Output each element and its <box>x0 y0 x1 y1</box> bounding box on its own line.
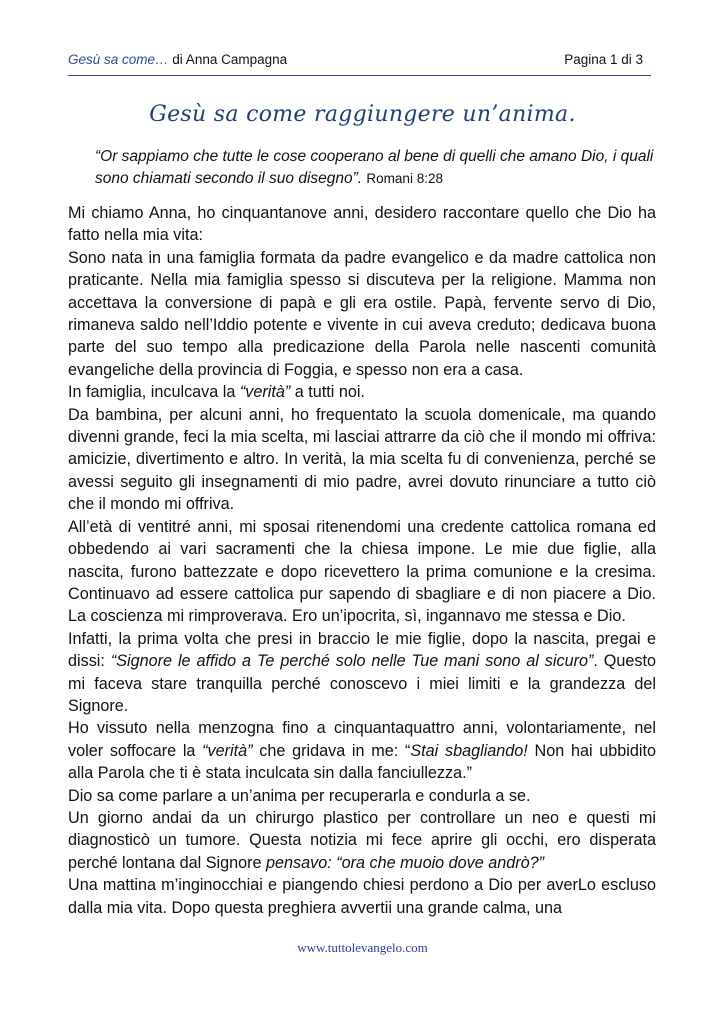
header-title-italic: Gesù sa come… <box>68 52 169 67</box>
footer-url[interactable]: www.tuttolevangelo.com <box>297 940 428 955</box>
italic-run: Stai sbagliando! <box>410 741 528 760</box>
paragraph <box>68 381 656 403</box>
header-divider <box>68 75 651 76</box>
text-run: In famiglia, inculcava la <box>68 383 240 402</box>
body-text <box>68 202 656 919</box>
paragraph <box>68 628 656 718</box>
text-run: All’età di ventitré anni, mi sposai ritenendomi una credente cattolica romana ed obbedendo ai vari sacramenti che la chiesa impone. Le mie due figlie, alla nascita, furono battezzate e dopo ricevettero la prima comunione e la cresima. Continuavo ad essere cattolica pur sapendo di sbagliare e di non piacere a Dio. La coscienza mi rimproverava. Ero un’ipocrita, sì, ingannavo me stessa e Dio. <box>68 517 656 626</box>
page-number: Pagina 1 di 3 <box>564 52 643 67</box>
text-run: Non hai ubbidito alla Parola che ti è stata inculcata sin dalla fanciullezza.” <box>68 741 657 783</box>
text-run: Sono nata in una famiglia formata da padre evangelico e da madre cattolica non praticante. Nella mia famiglia spesso si discuteva per la religione. Mamma non accettava la conversione di papà e gli era ostile. Papà, fervente servo di Dio, rimaneva saldo nell’Iddio potente e vivente in cui aveva creduto; dedicava buona parte del suo tempo alla predicazione della Parola nelle nascenti comunità evangeliche della provincia di Foggia, e spesso non era a casa. <box>68 248 656 379</box>
document-title: Gesù sa come raggiungere un’anima. <box>149 102 576 127</box>
epigraph-reference: Romani 8:28 <box>366 171 443 186</box>
italic-run: “verità” <box>239 383 291 402</box>
paragraph <box>68 717 656 784</box>
paragraph <box>68 807 656 874</box>
paragraph <box>68 785 656 807</box>
epigraph <box>95 146 655 190</box>
text-run: che gridava in me: “ <box>252 741 411 760</box>
text-run: Dio sa come parlare a un’anima per recuperarla e condurla a se. <box>68 786 531 805</box>
header-author: di Anna Campagna <box>168 52 288 67</box>
header-title <box>68 52 287 67</box>
italic-run: pensavo: “ora che muoio dove andrò?” <box>266 853 545 872</box>
text-run: Ho vissuto nella menzogna fino a cinquantaquattro anni, volontariamente, nel voler soffocare la <box>68 719 656 760</box>
paragraph <box>68 404 656 516</box>
paragraph <box>68 516 656 628</box>
text-run: Da bambina, per alcuni anni, ho frequentato la scuola domenicale, ma quando divenni grande, feci la mia scelta, mi lasciai attrarre da ciò che il mondo mi offriva: amicizie, divertimento e altro. In verità, la mia scelta fu di convenienza, perché se avessi seguito gli insegnamenti di mio padre, avrei dovuto rinunciare a tutto ciò che il mondo mi offriva. <box>68 405 656 514</box>
paragraph <box>68 874 656 919</box>
text-run: a tutti noi. <box>290 383 365 402</box>
text-run: Mi chiamo Anna, ho cinquantanove anni, desidero raccontare quello che Dio ha fatto nella mia vita: <box>68 204 656 245</box>
epigraph-quote: “Or sappiamo che tutte le cose cooperano al bene di quelli che amano Dio, i quali sono chiamati secondo il suo disegno”. <box>95 148 654 187</box>
italic-run: “verità” <box>202 741 253 760</box>
text-run: . Questo mi faceva stare tranquilla perché conoscevo i miei limiti e la grandezza del Signore. <box>68 652 656 715</box>
italic-run: “Signore le affido a Te perché solo nelle Tue mani sono al sicuro” <box>110 652 594 671</box>
paragraph <box>68 202 656 247</box>
paragraph <box>68 247 656 381</box>
text-run: Un giorno andai da un chirurgo plastico per controllare un neo e questi mi diagnosticò un tumore. Questa notizia mi fece aprire gli occhi, ero disperata perché lontana dal Signore <box>68 808 656 872</box>
running-header <box>68 52 651 74</box>
text-run: Una mattina m’inginocchiai e piangendo chiesi perdono a Dio per averLo escluso dalla mia vita. Dopo questa preghiera avvertii una grande calma, una <box>68 876 656 917</box>
text-run: Infatti, la prima volta che presi in braccio le mie figlie, dopo la nascita, pregai e dissi: <box>68 629 656 671</box>
